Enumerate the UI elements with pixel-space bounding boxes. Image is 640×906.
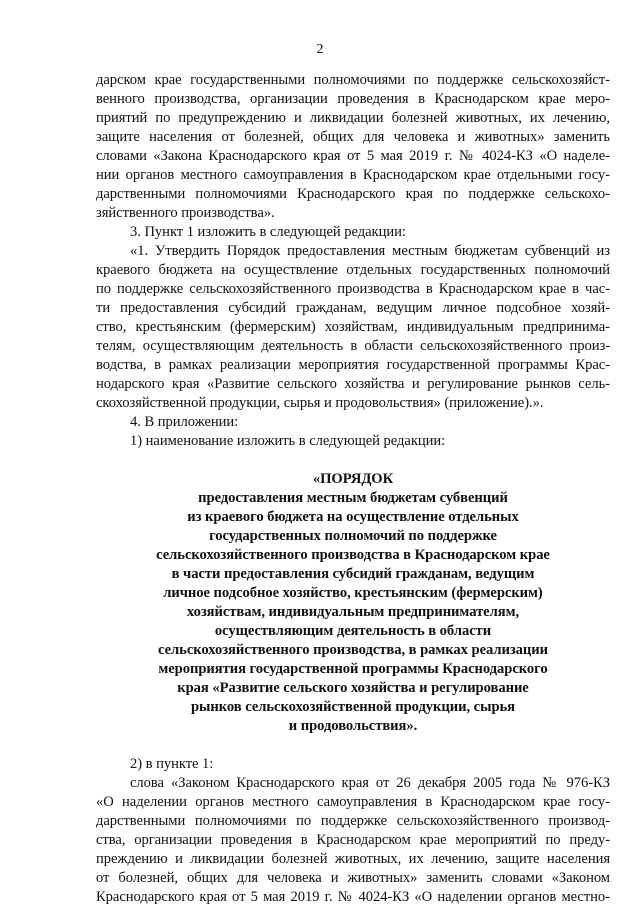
page-number: 2 xyxy=(316,42,324,57)
order-title-line: края «Развитие сельского хозяйства и регулирование xyxy=(177,680,529,696)
order-title-line: сельскохозяйственного производства в Краснодарском крае xyxy=(156,547,550,563)
para3-line: преждению и ликвидации болезней животных, их лечению, защите населения xyxy=(96,851,610,867)
para2-line: ство, крестьянским (фермерским) хозяйствам, индивидуальным предпринима- xyxy=(96,319,610,335)
item-3-heading: 3. Пункт 1 изложить в следующей редакции: xyxy=(130,224,406,240)
para3-line: дарственными полномочиями по поддержке сельскохозяйственного производ- xyxy=(96,813,610,829)
para2-line: телям, осуществляющим деятельность в области сельскохозяйственного произ- xyxy=(96,338,610,354)
para1-line: защите населения от болезней, общих для человека и животных» заменить xyxy=(96,129,610,145)
para2-line: краевого бюджета на осуществление отдельных государственных полномочий xyxy=(96,262,610,278)
para2-line: водства, в рамках реализации мероприятия государственной программы Крас- xyxy=(96,357,610,373)
para2-line: по поддержке сельскохозяйственного производства в Краснодарском крае в час- xyxy=(96,281,610,297)
para3-line: слова «Законом Краснодарского края от 26 декабря 2005 года № 976-КЗ xyxy=(130,775,610,791)
para2-line: «1. Утвердить Порядок предоставления местным бюджетам субвенций из xyxy=(130,243,610,259)
para2-line: скохозяйственной продукции, сырья и продовольствия» (приложение).». xyxy=(96,395,544,411)
para3-line: «О наделении органов местного самоуправления в Краснодарском крае госу- xyxy=(96,794,610,810)
para1-line: словами «Закона Краснодарского края от 5 мая 2019 г. № 4024-КЗ «О наделе- xyxy=(96,148,610,164)
para1-line: дарственными полномочиями Краснодарского края по поддержке сельскохо- xyxy=(96,186,610,202)
para3-line: ства, организации проведения в Краснодарском крае мероприятий по преду- xyxy=(96,832,610,848)
para3-line: Краснодарского края от 5 мая 2019 г. № 4024-КЗ «О наделении органов местно- xyxy=(96,889,610,905)
para1-line: дарском крае государственными полномочиями по поддержке сельскохозяйст- xyxy=(96,72,610,88)
para2-line: ти предоставления субсидий гражданам, ведущим личное подсобное хозяй- xyxy=(96,300,610,316)
order-title-line: рынков сельскохозяйственной продукции, сырья xyxy=(190,699,516,715)
order-title-line: личное подсобное хозяйство, крестьянским (фермерским) xyxy=(163,585,543,601)
order-title-line: хозяйствам, индивидуальным предпринимателям, xyxy=(186,604,520,620)
item-2-heading: 2) в пункте 1: xyxy=(130,756,214,772)
para1-line: зяйственного производства». xyxy=(96,205,275,221)
para1-line: венного производства, организации проведения в Краснодарском крае меро- xyxy=(96,91,610,107)
order-title-line: «ПОРЯДОК xyxy=(312,471,394,487)
order-title-line: из краевого бюджета на осуществление отдельных xyxy=(187,509,519,525)
item-4-heading: 4. В приложении: xyxy=(130,414,239,430)
para1-line: приятий по предупреждению и ликвидации болезней животных, их лечению, xyxy=(96,110,610,126)
para1-line: нии органов местного самоуправления в Краснодарском крае отдельными госу- xyxy=(96,167,610,183)
item-4-1-heading: 1) наименование изложить в следующей редакции: xyxy=(130,433,446,449)
order-title-line: сельскохозяйственного производства, в рамках реализации xyxy=(157,642,549,658)
order-title-line: государственных полномочий по поддержке xyxy=(209,528,497,544)
para2-line: нодарского края «Развитие сельского хозяйства и регулирование рынков сель- xyxy=(96,376,610,392)
order-title-line: в части предоставления субсидий гражданам, ведущим xyxy=(171,566,535,582)
order-title-line: предоставления местным бюджетам субвенций xyxy=(198,490,508,506)
order-title-line: осуществляющим деятельность в области xyxy=(214,623,492,639)
para3-line: от болезней, общих для человека и животных» заменить словами «Законом xyxy=(96,870,610,886)
order-title-line: мероприятия государственной программы Краснодарского xyxy=(158,661,548,677)
order-title-line: и продовольствия». xyxy=(288,718,418,734)
